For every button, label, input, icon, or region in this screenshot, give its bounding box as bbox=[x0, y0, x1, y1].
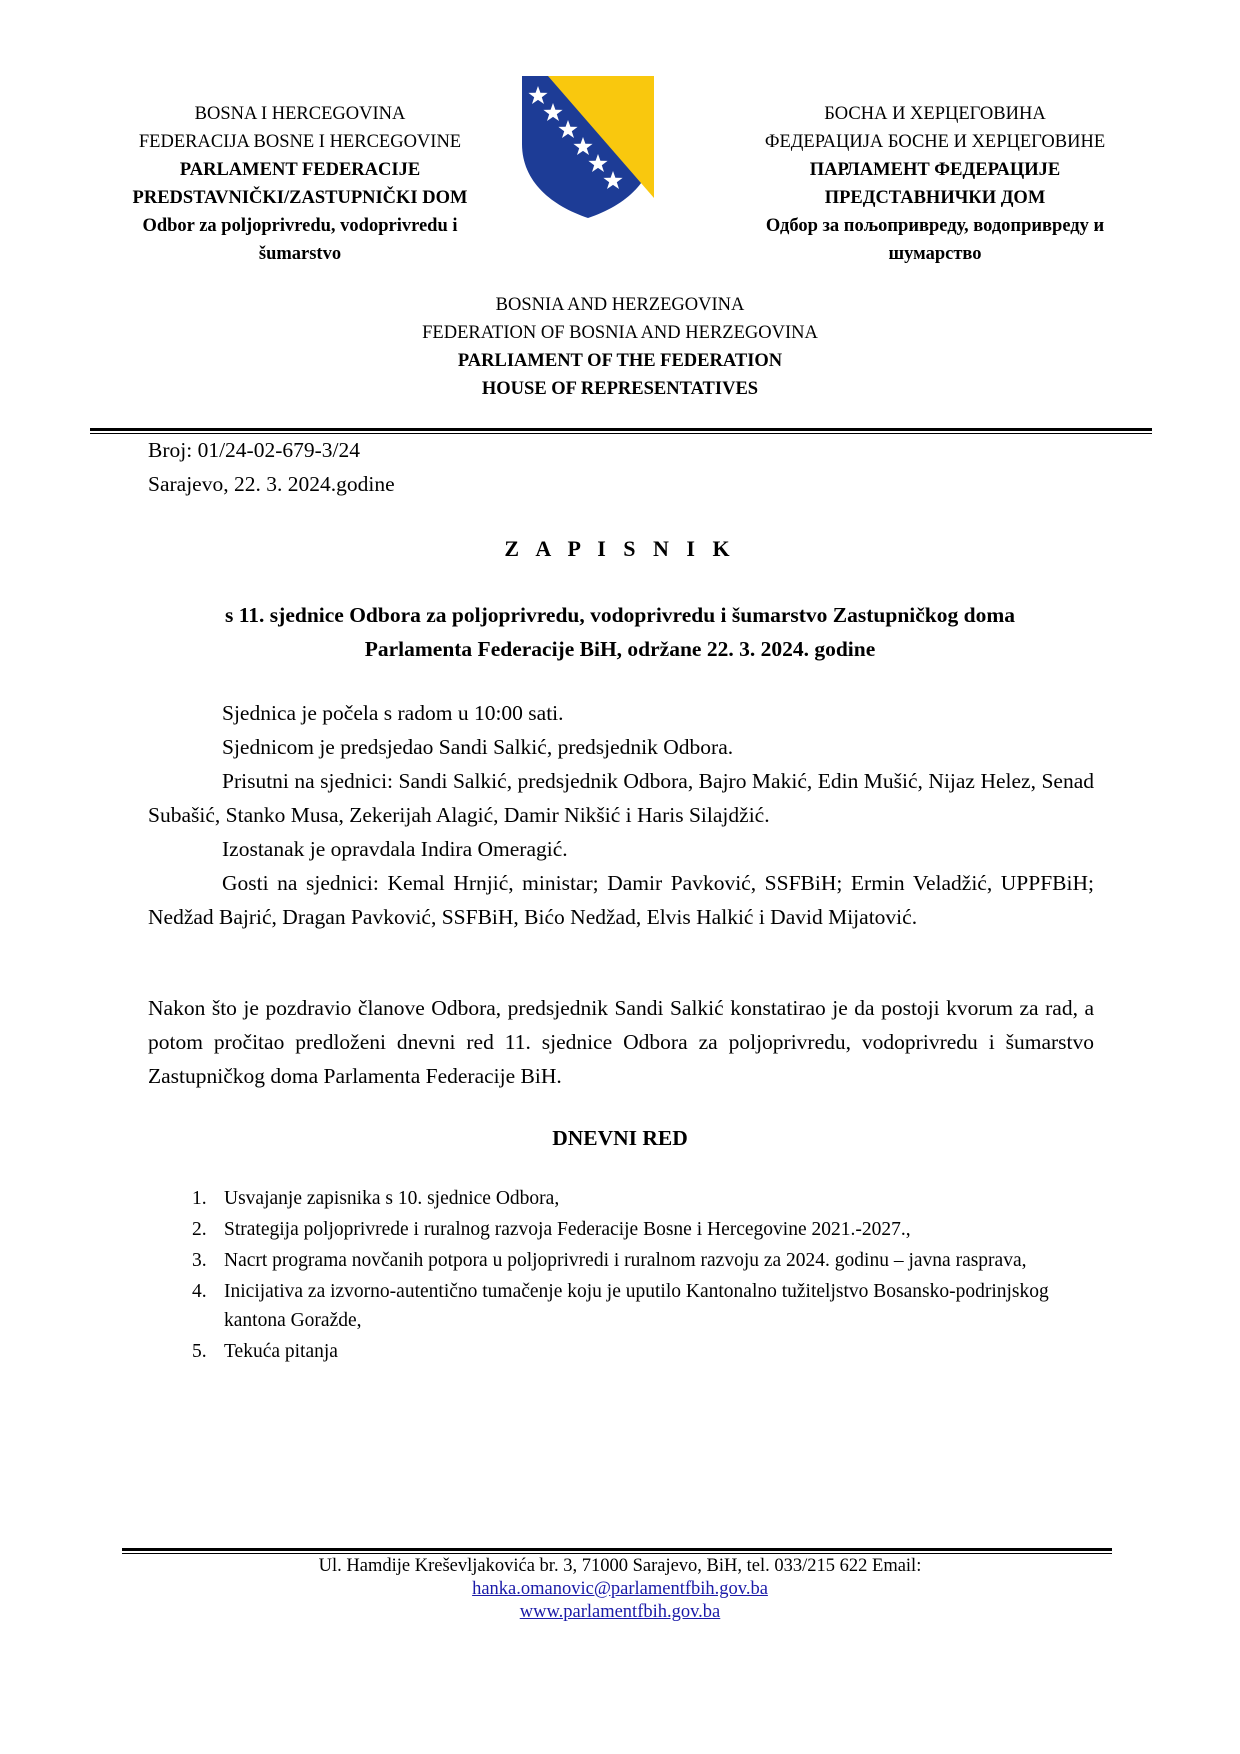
header-center-block bbox=[350, 291, 890, 403]
subtitle-line-1: s 11. sjednice Odbora za poljoprivredu, vodoprivredu i šumarstvo Zastupničkog doma bbox=[224, 603, 1016, 627]
intro-start-time: Sjednica je počela s radom u 10:00 sati. bbox=[222, 701, 564, 725]
agenda-item-number: 5. bbox=[192, 1341, 207, 1362]
footer-divider-thin bbox=[122, 1553, 1112, 1554]
header-left-federation: FEDERACIJA BOSNE I HERCEGOVINE bbox=[138, 132, 462, 152]
header-left-block bbox=[95, 100, 505, 268]
agenda-list bbox=[150, 1184, 1096, 1368]
header-right-parliament: ПАРЛАМЕНТ ФЕДЕРАЦИЈЕ bbox=[809, 160, 1061, 180]
reference-number: Broj: 01/24-02-679-3/24 bbox=[148, 438, 360, 462]
header-right-block bbox=[725, 100, 1145, 268]
agenda-item-text: Strategija poljoprivrede i ruralnog razvoja Federacije Bosne i Hercegovine 2021.-2027., bbox=[224, 1219, 911, 1240]
list-item bbox=[150, 1184, 1096, 1213]
intro-section bbox=[148, 696, 1094, 934]
agenda-item-text: Inicijativa za izvorno-autentično tumačenje koju je uputilo Kantonalno tužiteljstvo Bosansko-podrinjskog kantona Goražde, bbox=[224, 1281, 1049, 1331]
document-subtitle bbox=[148, 598, 1092, 666]
agenda-item-text: Tekuća pitanja bbox=[224, 1341, 338, 1362]
footer-address: Ul. Hamdije Kreševljakovića br. 3, 71000 Sarajevo, BiH, tel. 033/215 622 Email: bbox=[318, 1556, 922, 1576]
header-left-country: BOSNA I HERCEGOVINA bbox=[194, 104, 406, 124]
agenda-heading: DNEVNI RED bbox=[552, 1126, 688, 1150]
agenda-item-text: Usvajanje zapisnika s 10. sjednice Odbora, bbox=[224, 1188, 560, 1209]
footer-email-link[interactable]: hanka.omanovic@parlamentfbih.gov.ba bbox=[472, 1579, 768, 1599]
reference-place-date: Sarajevo, 22. 3. 2024.godine bbox=[148, 472, 395, 496]
footer-website-link[interactable]: www.parlamentfbih.gov.ba bbox=[519, 1602, 721, 1622]
intro-attendees: Prisutni na sjednici: Sandi Salkić, predsjednik Odbora, Bajro Makić, Edin Mušić, Nijaz Helez, Senad Subašić, Stanko Musa, Zekerijah Alagić, Damir Nikšić i Haris Silajdžić. bbox=[148, 769, 1094, 827]
header-divider-thick bbox=[90, 428, 1152, 431]
footer-divider-thick bbox=[122, 1548, 1112, 1551]
list-item bbox=[150, 1246, 1096, 1275]
agenda-item-number: 3. bbox=[192, 1250, 207, 1271]
agenda-item-number: 1. bbox=[192, 1188, 207, 1209]
header-center-house: HOUSE OF REPRESENTATIVES bbox=[481, 379, 759, 399]
list-item bbox=[150, 1277, 1096, 1335]
header-left-house: PREDSTAVNIČKI/ZASTUPNIČKI DOM bbox=[132, 188, 468, 208]
subtitle-line-2: Parlamenta Federacije BiH, održane 22. 3. 2024. godine bbox=[364, 637, 876, 661]
header-right-federation: ФЕДЕРАЦИЈА БОСНЕ И ХЕРЦЕГОВИНЕ bbox=[764, 132, 1106, 152]
agenda-item-number: 4. bbox=[192, 1281, 207, 1302]
bih-coat-of-arms-icon bbox=[520, 74, 656, 220]
agenda-item-number: 2. bbox=[192, 1219, 207, 1240]
header-right-house: ПРЕДСТАВНИЧКИ ДОМ bbox=[824, 188, 1046, 208]
list-item bbox=[150, 1215, 1096, 1244]
header-left-parliament: PARLAMENT FEDERACIJE bbox=[179, 160, 421, 180]
agenda-item-text: Nacrt programa novčanih potpora u poljoprivredi i ruralnom razvoju za 2024. godinu – javna rasprava, bbox=[224, 1250, 1027, 1271]
header-center-country: BOSNIA AND HERZEGOVINA bbox=[495, 295, 745, 315]
list-item bbox=[150, 1337, 1096, 1366]
header-right-country: БОСНА И ХЕРЦЕГОВИНА bbox=[824, 104, 1046, 124]
footer bbox=[0, 1555, 1240, 1624]
reference-block bbox=[148, 433, 395, 501]
intro-absence: Izostanak je opravdala Indira Omeragić. bbox=[222, 837, 568, 861]
document-title: Z A P I S N I K bbox=[504, 536, 736, 561]
header-right-committee: Одбор за пољопривреду, водопривреду и bbox=[765, 216, 1105, 236]
intro-chair: Sjednicom je predsjedao Sandi Salkić, predsjednik Odbora. bbox=[222, 735, 734, 759]
intro-guests: Gosti na sjednici: Kemal Hrnjić, ministar; Damir Pavković, SSFBiH; Ermin Veladžić, UPPFBiH; Nedžad Bajrić, Dragan Pavković, SSFBiH, Bićo Nedžad, Elvis Halkić i David Mijatović. bbox=[148, 871, 1094, 929]
header-center-parliament: PARLIAMENT OF THE FEDERATION bbox=[457, 351, 783, 371]
header-center-federation: FEDERATION OF BOSNIA AND HERZEGOVINA bbox=[422, 323, 818, 343]
header-right-committee-cont: шумарство bbox=[888, 244, 982, 264]
header-left-committee-cont: šumarstvo bbox=[258, 244, 342, 264]
header-left-committee: Odbor za poljoprivredu, vodoprivredu i bbox=[142, 216, 458, 236]
quorum-paragraph: Nakon što je pozdravio članove Odbora, predsjednik Sandi Salkić konstatirao je da postoji kvorum za rad, a potom pročitao predloženi dnevni red 11. sjednice Odbora za poljoprivredu, vodoprivredu i šumarstvo Zastupničkog doma Parlamenta Federacije BiH. bbox=[148, 996, 1094, 1088]
